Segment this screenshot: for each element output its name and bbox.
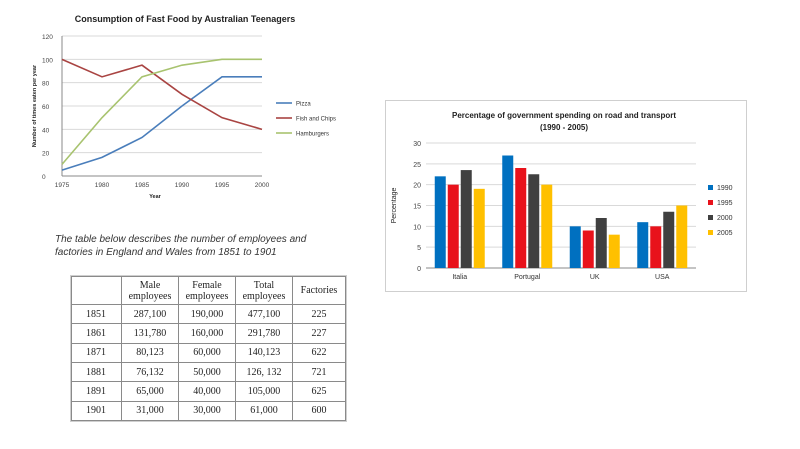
table-cell: 291,780 [236,324,293,343]
table-cell: 477,100 [236,305,293,324]
bar-chart-y-tick: 0 [417,266,421,273]
line-legend-label: Fish and Chips [296,116,337,123]
bar-italia-2000 [461,170,472,268]
line-chart-y-tick: 60 [42,104,50,111]
table-caption: The table below describes the number of employees and factories in England and Wales from 1851 to 1901 [55,234,307,258]
line-chart-y-tick: 20 [42,150,50,158]
table-year-cell: 1901 [72,401,122,420]
table-header-cell: Female employees [179,277,236,305]
table-row [72,343,346,362]
bar-chart-x-tick: Portugal [514,274,541,281]
table-cell: 40,000 [179,382,236,401]
line-chart-x-tick: 1985 [134,182,150,189]
table-cell: 600 [293,401,346,420]
table-cell: 625 [293,382,346,401]
line-chart-y-label: Number of times eaten per year [32,64,38,148]
line-chart-x-label: Year [149,194,161,200]
bar-chart [386,101,746,291]
bar-chart-y-label: Percentage [391,187,398,224]
employees-table [71,276,346,421]
table-cell: 30,000 [179,401,236,420]
table-cell: 622 [293,343,346,362]
table-year-cell: 1871 [72,343,122,362]
line-chart-y-tick: 120 [42,34,53,41]
table-cell: 140,123 [236,343,293,362]
table-header-row [72,277,346,305]
bar-usa-2005 [676,206,687,269]
employees-table-panel [70,275,347,422]
line-series-pizza [62,77,262,170]
table-year-cell: 1891 [72,382,122,401]
bar-italia-1990 [435,176,446,268]
line-chart-x-tick: 1995 [214,182,230,189]
table-cell: 227 [293,324,346,343]
line-chart-panel [30,8,350,208]
bar-portugal-1995 [515,168,526,268]
table-year-cell: 1881 [72,362,122,381]
bar-chart-y-tick: 25 [413,161,421,169]
bar-chart-x-tick: USA [655,274,670,281]
bar-portugal-2000 [528,174,539,268]
bar-chart-x-tick: UK [589,274,600,281]
line-chart-title: Consumption of Fast Food by Australian Teenagers [74,14,296,24]
table-cell: 126, 132 [236,362,293,381]
line-legend-label: Hamburgers [296,131,330,138]
line-chart-x-tick: 1990 [174,182,190,189]
table-cell: 721 [293,362,346,381]
bar-legend-label: 2005 [717,230,733,237]
table-cell: 190,000 [179,305,236,324]
bar-usa-1995 [650,226,661,268]
bar-legend-swatch [708,215,713,220]
table-row [72,382,346,401]
bar-chart-y-tick: 10 [413,224,421,232]
table-cell: 287,100 [122,305,179,324]
bar-legend-label: 1990 [717,185,733,192]
table-cell: 60,000 [179,343,236,362]
bar-legend-swatch [708,230,713,235]
bar-chart-panel [385,100,747,292]
line-chart-y-tick: 0 [42,174,46,181]
line-legend-label: Pizza [296,101,311,108]
bar-chart-title: Percentage of government spending on road and transport [451,111,677,120]
line-series-hamburgers [62,59,262,164]
bar-italia-1995 [448,185,459,268]
table-cell: 225 [293,305,346,324]
bar-portugal-2005 [541,185,552,268]
line-chart [30,8,350,208]
bar-uk-2005 [609,235,620,268]
bar-chart-y-tick: 5 [417,245,421,253]
bar-legend-swatch [708,185,713,190]
bar-usa-2000 [663,212,674,268]
table-cell: 105,000 [236,382,293,401]
table-row [72,362,346,381]
bar-chart-y-tick: 20 [413,182,421,190]
table-header-cell: Total employees [236,277,293,305]
bar-chart-y-tick: 15 [413,203,421,211]
bar-chart-x-tick: Italia [452,274,468,281]
table-year-cell: 1861 [72,324,122,343]
table-cell: 31,000 [122,401,179,420]
bar-portugal-1990 [502,156,513,269]
table-cell: 131,780 [122,324,179,343]
line-chart-y-tick: 80 [42,80,50,88]
bar-uk-2000 [596,218,607,268]
table-cell: 160,000 [179,324,236,343]
table-cell: 80,123 [122,343,179,362]
line-chart-x-tick: 2000 [254,182,270,189]
bar-legend-label: 1995 [717,200,733,207]
line-chart-x-tick: 1980 [94,182,110,189]
table-cell: 76,132 [122,362,179,381]
table-row [72,305,346,324]
bar-legend-swatch [708,200,713,205]
bar-legend-label: 2000 [717,215,733,222]
table-cell: 50,000 [179,362,236,381]
bar-chart-y-tick: 30 [413,141,421,148]
table-header-cell [72,277,122,305]
bar-usa-1990 [637,222,648,268]
table-row [72,324,346,343]
bar-uk-1990 [570,226,581,268]
table-header-cell: Male employees [122,277,179,305]
line-chart-y-tick: 100 [42,57,53,65]
bar-italia-2005 [474,189,485,268]
line-chart-y-tick: 40 [42,127,50,135]
table-header-cell: Factories [293,277,346,305]
line-chart-x-tick: 1975 [54,182,70,189]
table-year-cell: 1851 [72,305,122,324]
bar-chart-subtitle: (1990 - 2005) [539,123,589,132]
table-row [72,401,346,420]
bar-uk-1995 [583,231,594,269]
line-series-fish-and-chips [62,59,262,129]
table-cell: 65,000 [122,382,179,401]
table-cell: 61,000 [236,401,293,420]
